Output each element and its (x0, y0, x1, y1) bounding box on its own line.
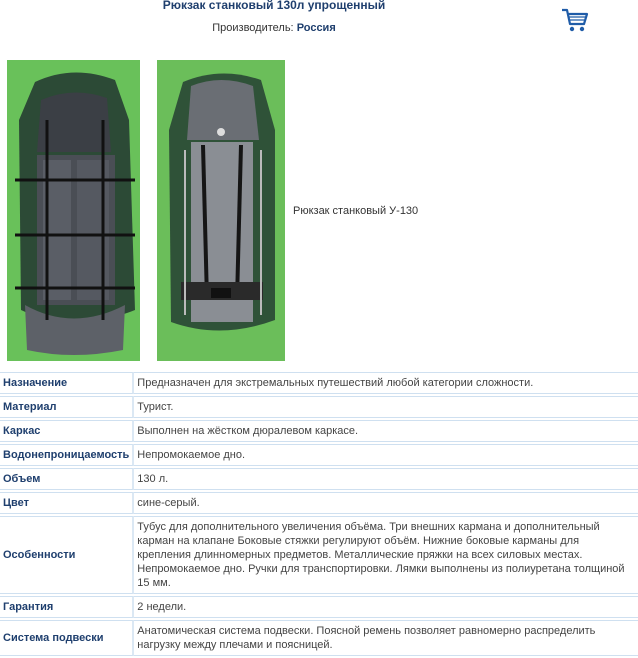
spec-row (0, 420, 638, 442)
spec-row (0, 372, 638, 394)
spec-label: Назначение (0, 372, 134, 394)
spec-row (0, 444, 638, 466)
manufacturer-line (0, 22, 548, 34)
spec-label: Каркас (0, 420, 134, 442)
spec-row (0, 396, 638, 418)
shopping-cart-icon[interactable] (560, 6, 590, 34)
photo-caption: Рюкзак станковый У-130 (293, 205, 419, 217)
product-title: Рюкзак станковый 130л упрощенный (162, 0, 386, 12)
manufacturer-label: Производитель: (212, 22, 294, 34)
spec-value: 2 недели. (134, 596, 638, 618)
spec-value: Анатомическая система подвески. Поясной ремень позволяет равномерно распределить нагрузку между плечами и поясницей. (134, 620, 638, 656)
manufacturer-value: Россия (296, 22, 336, 34)
spec-label: Особенности (0, 516, 134, 594)
spec-value: 130 л. (134, 468, 638, 490)
spec-value: Непромокаемое дно. (134, 444, 638, 466)
spec-row (0, 468, 638, 490)
specs-table (0, 370, 638, 658)
product-photo-back[interactable] (157, 60, 285, 361)
spec-value: сине-серый. (134, 492, 638, 514)
spec-label: Водонепроницаемость (0, 444, 134, 466)
spec-row (0, 596, 638, 618)
spec-row (0, 492, 638, 514)
spec-row (0, 620, 638, 656)
spec-label: Материал (0, 396, 134, 418)
spec-label: Система подвески (0, 620, 134, 656)
spec-row (0, 516, 638, 594)
spec-label: Цвет (0, 492, 134, 514)
spec-value: Предназначен для экстремальных путешествий любой категории сложности. (134, 372, 638, 394)
product-photo-front[interactable] (7, 60, 140, 361)
spec-value: Тубус для дополнительного увеличения объёма. Три внешних кармана и дополнительный карман на клапане Боковые стяжки регулируют объём. Нижние боковые карманы для крепления длинномерных предметов. Металлические пряжки на всех силовых местах. Непромокаемое дно. Ручки для транспортировки. Лямки выполнены из полиуретана толщиной 15 мм. (134, 516, 638, 594)
spec-value: Выполнен на жёстком дюралевом каркасе. (134, 420, 638, 442)
spec-label: Объем (0, 468, 134, 490)
spec-label: Гарантия (0, 596, 134, 618)
spec-value: Турист. (134, 396, 638, 418)
